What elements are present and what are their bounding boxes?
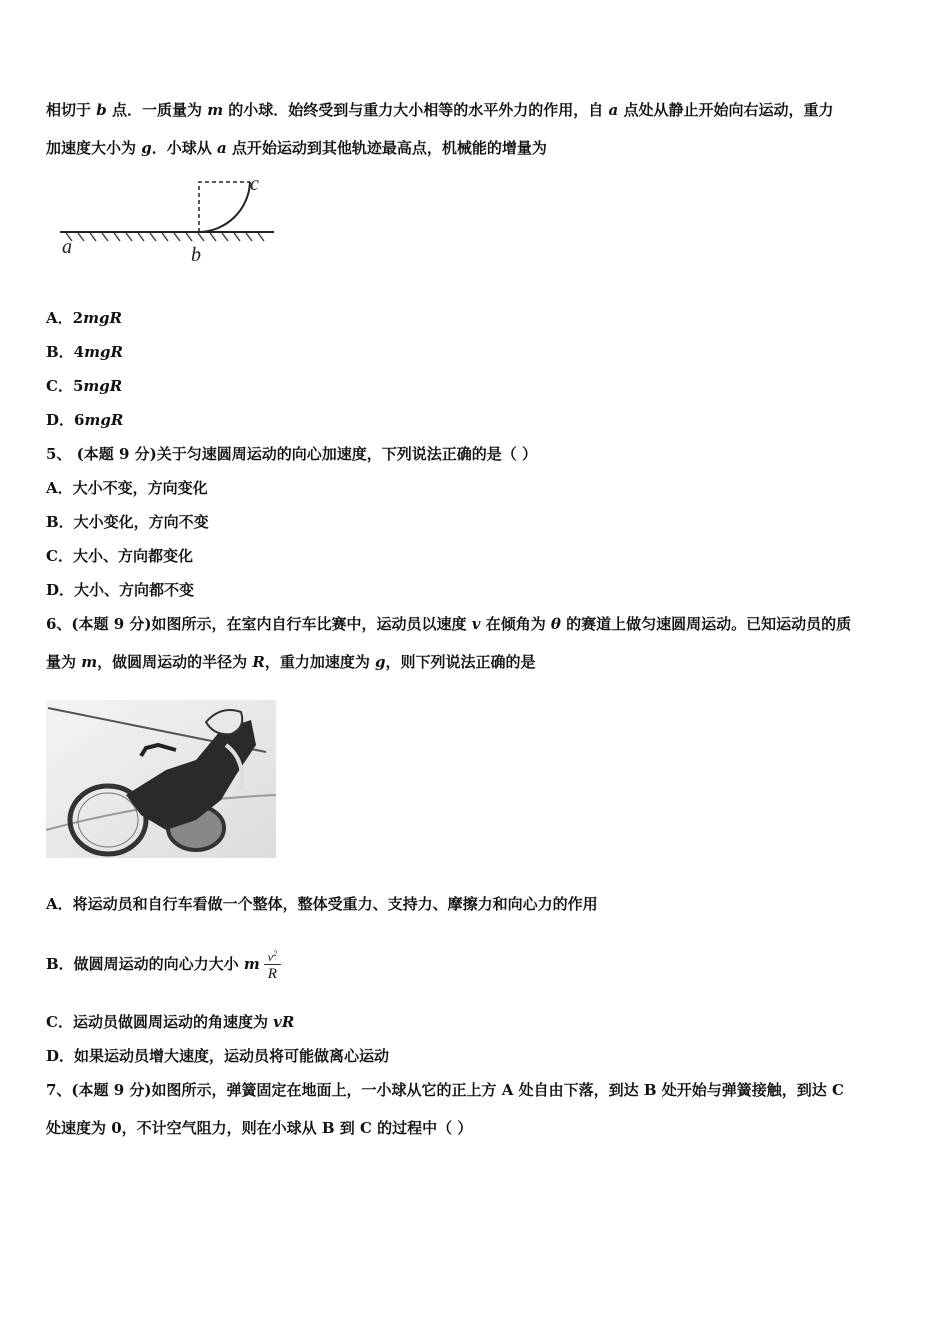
text-run: ，则下列说法正确的是 [385, 653, 536, 671]
q4-stem-line2 [46, 138, 547, 158]
text-run: C．5 [46, 377, 84, 395]
text-run: ．小球从 [151, 139, 217, 157]
math-variable: b [96, 101, 107, 119]
q5-stem [46, 444, 537, 464]
q6-option-c[interactable] [46, 1012, 294, 1032]
text-run: D．如果运动员增大速度，运动员将可能做离心运动 [46, 1047, 390, 1065]
text-run: 点开始运动到其他轨迹最高点，机械能的增量为 [226, 139, 547, 157]
q5-option-d[interactable] [46, 580, 194, 600]
q6-option-b-text [46, 955, 260, 973]
q4-option-d[interactable] [46, 410, 123, 430]
q7-stem-line2 [46, 1118, 472, 1138]
q4-option-b[interactable] [46, 342, 123, 362]
text-run: D．大小、方向都不变 [46, 581, 195, 599]
text-run: D．6 [46, 411, 85, 429]
q4-option-a[interactable] [46, 308, 122, 328]
text-run: 点．一质量为 [106, 101, 208, 119]
q6-stem-line1 [46, 614, 851, 634]
q6-option-b[interactable] [46, 942, 281, 986]
label-b: b [191, 244, 201, 266]
text-run: 的小球．始终受到与重力大小相等的水平外力的作用，自 [223, 101, 609, 119]
text-run: 6、(本题 9 分)如图所示，在室内自行车比赛中，运动员以速度 [46, 615, 472, 633]
text-run: 点处从静止开始向右运动，重力 [618, 101, 834, 119]
text-run: B．4 [46, 343, 85, 361]
math-variable: θ [550, 615, 561, 633]
text-run: ，做圆周运动的半径为 [97, 653, 253, 671]
text-run: ，重力加速度为 [264, 653, 376, 671]
track-diagram [58, 172, 278, 267]
math-variable: m [207, 101, 224, 119]
q6-stem-line2 [46, 652, 536, 672]
text-run: 加速度大小为 [46, 139, 142, 157]
ground-line [60, 232, 274, 241]
text-run: A．2 [46, 309, 84, 327]
text-run: C．大小、方向都变化 [46, 547, 193, 565]
text-run: A．大小不变，方向变化 [46, 479, 208, 497]
q4-option-c[interactable] [46, 376, 122, 396]
text-run: 5、 (本题 9 分)关于匀速圆周运动的向心加速度，下列说法正确的是（ ） [46, 445, 537, 463]
math-variable: mgR [83, 377, 123, 395]
text-run: C．运动员做圆周运动的角速度为 [46, 1013, 274, 1031]
math-variable: m [243, 955, 260, 973]
math-variable: a [608, 101, 619, 119]
text-run: A．将运动员和自行车看做一个整体，整体受重力、支持力、摩擦力和向心力的作用 [46, 895, 598, 913]
text-run: 相切于 [46, 101, 97, 119]
text-run: 量为 [46, 653, 82, 671]
math-variable: mgR [84, 411, 124, 429]
quarter-circle-track [199, 182, 250, 232]
q6-option-b-fraction: $\frac{v^2}{R}$ [264, 947, 281, 983]
math-variable: m [81, 653, 98, 671]
math-variable: a [216, 139, 227, 157]
q6-option-a[interactable] [46, 894, 598, 914]
q7-stem-line1 [46, 1080, 844, 1100]
cyclist-photo [46, 700, 276, 858]
math-variable: mgR [84, 343, 123, 361]
math-variable: v [471, 615, 481, 633]
label-c: c [250, 173, 259, 195]
label-a: a [62, 236, 72, 258]
text-run: 处速度为 0，不计空气阻力，则在小球从 B 到 C 的过程中（ ） [46, 1119, 473, 1137]
text-run: 7、(本题 9 分)如图所示，弹簧固定在地面上，一小球从它的正上方 A 处自由下落，到达 B 处开始与弹簧接触，到达 C [46, 1081, 844, 1099]
math-variable: R [252, 653, 265, 671]
math-variable: vR [273, 1013, 295, 1031]
q5-option-a[interactable] [46, 478, 208, 498]
q6-option-d[interactable] [46, 1046, 389, 1066]
q4-stem-line1 [46, 100, 833, 120]
math-variable: mgR [83, 309, 122, 327]
q5-option-c[interactable] [46, 546, 193, 566]
text-run: B．做圆周运动的向心力大小 [46, 955, 244, 973]
text-run: 的赛道上做匀速圆周运动。已知运动员的质 [560, 615, 852, 633]
math-variable: g [141, 139, 152, 157]
q5-option-b[interactable] [46, 512, 209, 532]
math-variable: g [375, 653, 386, 671]
text-run: 在倾角为 [480, 615, 551, 633]
text-run: B．大小变化，方向不变 [46, 513, 209, 531]
